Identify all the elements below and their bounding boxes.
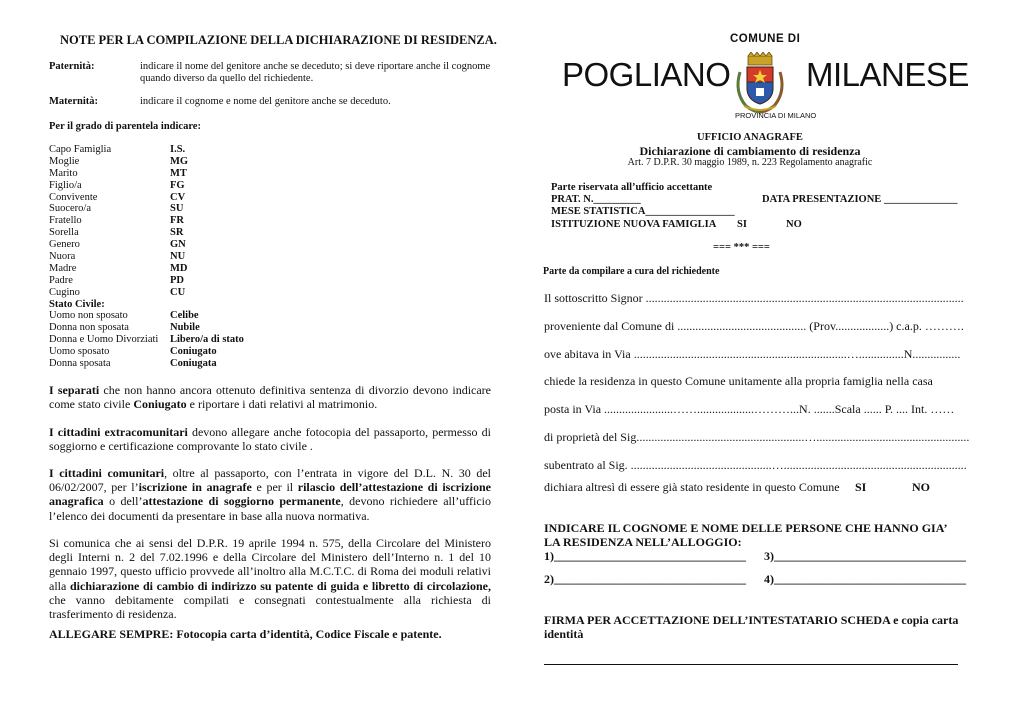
- row-label: Donna sposata: [49, 358, 111, 370]
- resident-2-field[interactable]: 2)________________________________: [544, 572, 746, 586]
- row-label: Sorella: [49, 227, 79, 239]
- resident-1-field[interactable]: 1)________________________________: [544, 549, 746, 563]
- stato-civile-row: [49, 358, 309, 370]
- row-label: Padre: [49, 274, 73, 286]
- parentela-row: [49, 251, 309, 263]
- row-code: GN: [170, 239, 186, 251]
- parentela-row: [49, 287, 309, 299]
- form-title: Dichiarazione di cambiamento di residenza: [639, 144, 861, 158]
- pratica-number-field[interactable]: PRAT. N._________: [551, 194, 641, 205]
- row-code: MT: [170, 167, 187, 179]
- nuova-famiglia-no-option[interactable]: NO: [786, 219, 802, 230]
- comunitari-paragraph: I cittadini comunitari, oltre al passaporto, con l’entrata in vigore del D.L. N. 30 del 06/02/2007, per l’iscrizione in anagrafe e per il rilascio dell’attestazione di iscrizione anagrafica o dell’attestazione di soggiorno permanente, devono richiedere all’ufficio l’elenco dei documenti da presentare in base alla nuova normativa.: [49, 466, 491, 523]
- parentela-row: [49, 192, 309, 204]
- row-code: SU: [170, 203, 184, 215]
- stato-civile-row: [49, 346, 309, 358]
- signature-line[interactable]: [544, 664, 958, 665]
- allegare-sempre: ALLEGARE SEMPRE: Fotocopia carta d’identità, Codice Fiscale e patente.: [49, 627, 442, 641]
- gia-residente-text: dichiara altresì di essere già stato residente in questo Comune: [544, 480, 840, 494]
- row-label: Genero: [49, 239, 80, 251]
- gia-residente-no-option[interactable]: NO: [912, 480, 930, 494]
- separati-paragraph: I separati che non hanno ancora ottenuto definitiva sentenza di divorzio devono indicare come stato civile Coniugato e riportare i dati relativi al matrimonio.: [49, 383, 492, 412]
- provincia-label: PROVINCIA DI MILANO: [735, 111, 817, 120]
- parentela-table: [49, 144, 309, 370]
- parentela-row: [49, 263, 309, 275]
- firma-title: FIRMA PER ACCETTAZIONE DELL’INTESTATARIO SCHEDA e copia carta identità: [544, 613, 959, 641]
- gia-residente-si-option[interactable]: SI: [855, 480, 867, 494]
- parentela-row: [49, 180, 309, 192]
- proprietario-field[interactable]: di proprietà del Sig........................................................…...................................................: [544, 430, 970, 444]
- nuovo-indirizzo-field[interactable]: posta in Via .......................……...................………...N. .......Scala ...... P. .... Int. ……: [544, 402, 955, 416]
- row-code: Nubile: [170, 322, 200, 334]
- mese-statistica-field[interactable]: MESE STATISTICA_________________: [551, 206, 735, 217]
- row-code: PD: [170, 274, 184, 286]
- resident-3-field[interactable]: 3)________________________________: [764, 549, 966, 563]
- parte-richiedente-title: Parte da compilare a cura del richiedente: [543, 266, 720, 277]
- data-presentazione-field[interactable]: DATA PRESENTAZIONE ______________: [762, 194, 958, 205]
- comune-provenienza-field[interactable]: proveniente dal Comune di ........................................... (Prov..................) c.a.p. ……….: [544, 319, 964, 333]
- via-precedente-field[interactable]: ove abitava in Via .......................................................................…...............N................: [544, 347, 961, 361]
- legal-reference: Art. 7 D.P.R. 30 maggio 1989, n. 223 Regolamento anagrafic: [627, 157, 873, 168]
- row-code: NU: [170, 251, 186, 263]
- row-label: Marito: [49, 167, 78, 179]
- parentela-row: [49, 203, 309, 215]
- parentela-row: [49, 239, 309, 251]
- sottoscritto-field[interactable]: Il sottoscritto Signor ..........................................................................................................: [544, 291, 964, 305]
- riservata-label: Parte riservata all’ufficio accettante: [551, 182, 713, 193]
- row-code: CV: [170, 191, 186, 203]
- row-label: Fratello: [49, 215, 82, 227]
- maternita-text: indicare il cognome e nome del genitore anche se deceduto.: [140, 96, 391, 107]
- parentela-row: [49, 156, 309, 168]
- row-code: MG: [170, 155, 189, 167]
- patente-paragraph: Si comunica che ai sensi del D.P.R. 19 aprile 1994 n. 575, della Circolare del Ministero degli Interni n. 2 del 7.02.1996 e della Circolare del Ministero dell’Interno n. 1 del 10 gennaio 1997, questo ufficio provvede all’inoltro alla M.C.T.C. di Roma dei moduli relativi alla dichiarazione di cambio di indirizzo su patente di guida e libretto di circolazione, che vanno debitamente compilati e consegnati contestualmente alla richiesta di trasferimento di residenza.: [49, 536, 491, 622]
- row-code: Libero/a di stato: [170, 334, 244, 346]
- row-label: Uomo sposato: [49, 346, 110, 358]
- row-label: Moglie: [49, 155, 80, 167]
- row-label: Uomo non sposato: [49, 310, 128, 322]
- parentela-row: [49, 215, 309, 227]
- row-label: Convivente: [49, 191, 98, 203]
- row-code: Coniugato: [170, 346, 217, 358]
- row-code: Celibe: [170, 310, 199, 322]
- row-code: CU: [170, 286, 186, 298]
- stato-civile-title: Stato Civile:: [49, 298, 105, 310]
- stato-civile-row: [49, 334, 309, 346]
- city-name-left: POGLIANO: [562, 56, 731, 93]
- city-name-right: MILANESE: [806, 56, 969, 93]
- istituzione-nuova-famiglia-label: ISTITUZIONE NUOVA FAMIGLIA: [551, 219, 717, 230]
- nuova-famiglia-si-option[interactable]: SI: [737, 219, 747, 230]
- grado-parentela-title: Per il grado di parentela indicare:: [49, 121, 201, 132]
- row-code: SR: [170, 227, 184, 239]
- separator: === *** ===: [713, 242, 770, 253]
- row-label: Capo Famiglia: [49, 144, 112, 155]
- resident-4-field[interactable]: 4)________________________________: [764, 572, 966, 586]
- paternita-text: indicare il nome del genitore anche se deceduto; si deve riportare anche il cognome quando diverso da quello del richiedente.: [140, 61, 491, 84]
- parentela-row: [49, 168, 309, 180]
- parentela-row: [49, 275, 309, 287]
- row-code: MD: [170, 262, 188, 274]
- ufficio-anagrafe: UFFICIO ANAGRAFE: [697, 132, 803, 143]
- parentela-row: [49, 227, 309, 239]
- row-label: Donna non sposata: [49, 322, 129, 334]
- coat-of-arms-icon: [732, 52, 788, 114]
- row-code: FR: [170, 215, 184, 227]
- comune-di-label: COMUNE DI: [730, 33, 801, 45]
- extracomunitari-paragraph: I cittadini extracomunitari devono allegare anche fotocopia del passaporto, permesso di soggiorno e certificazione comprovante lo stato civile .: [49, 425, 491, 454]
- row-code: Coniugata: [170, 358, 217, 370]
- parentela-row: [49, 144, 309, 156]
- indicare-persone-title: INDICARE IL COGNOME E NOME DELLE PERSONE CHE HANNO GIA’ LA RESIDENZA NELL’ALLOGGIO:: [544, 521, 947, 549]
- row-label: Donna e Uomo Divorziati: [49, 334, 159, 346]
- row-code: FG: [170, 179, 185, 191]
- stato-civile-row: [49, 322, 309, 334]
- row-label: Madre: [49, 262, 77, 274]
- subentrato-field[interactable]: subentrato al Sig. ...............................................….............................................................: [544, 458, 967, 472]
- paternita-label: Paternità:: [49, 61, 95, 72]
- row-code: I.S.: [170, 144, 186, 155]
- maternita-label: Maternità:: [49, 96, 98, 107]
- chiede-residenza-text: chiede la residenza in questo Comune unitamente alla propria famiglia nella casa: [544, 374, 933, 388]
- notes-title: NOTE PER LA COMPILAZIONE DELLA DICHIARAZIONE DI RESIDENZA.: [60, 33, 497, 47]
- row-label: Nuora: [49, 251, 76, 263]
- row-label: Suocero/a: [49, 203, 91, 215]
- row-label: Figlio/a: [49, 179, 82, 191]
- row-label: Cugino: [49, 286, 80, 298]
- stato-civile-row: [49, 310, 309, 322]
